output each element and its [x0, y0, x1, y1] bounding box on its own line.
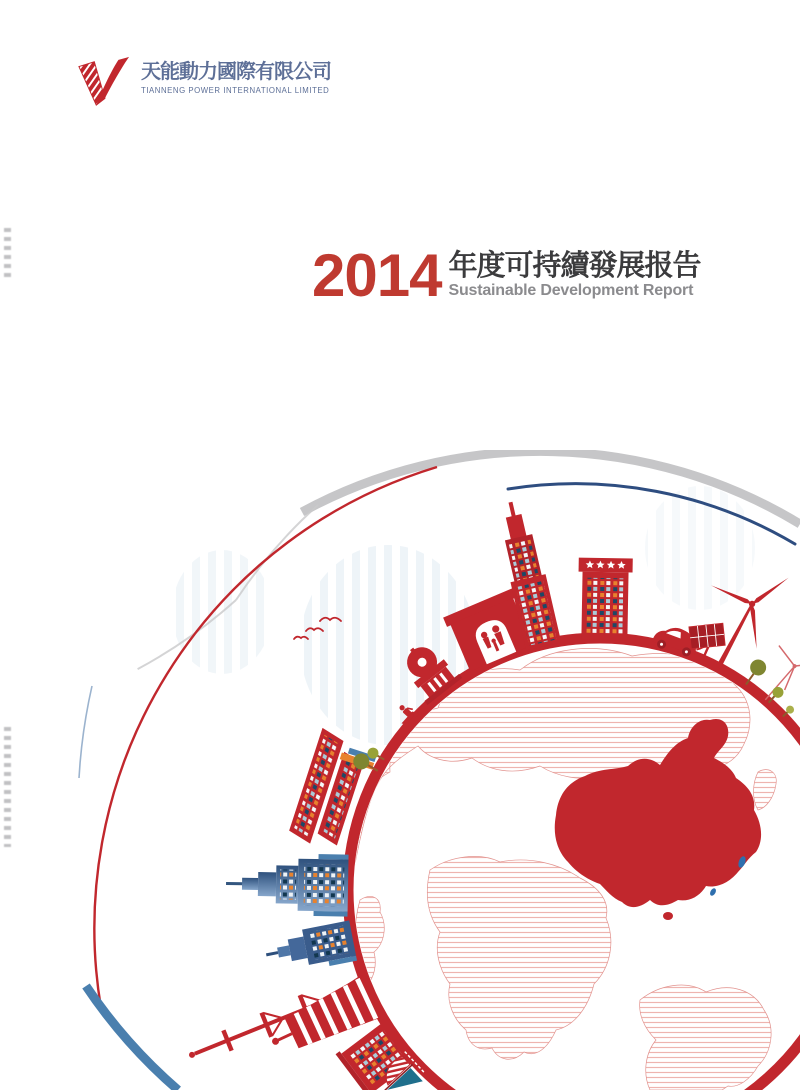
company-name-en: TIANNENG POWER INTERNATIONAL LIMITED	[141, 86, 330, 95]
blue-skyscraper-1	[226, 852, 349, 916]
company-logo	[74, 55, 331, 109]
spine-print-mark-top	[4, 228, 11, 280]
report-title-lines	[448, 250, 700, 300]
four-star-hotel	[577, 558, 632, 641]
tianneng-logo-icon	[74, 55, 132, 109]
report-title-en: Sustainable Development Report	[448, 282, 694, 300]
globe-city-illustration	[0, 450, 800, 1090]
company-name-block	[141, 61, 331, 95]
report-title-zh: 年度可持續發展报告	[448, 250, 701, 282]
report-title	[312, 242, 701, 309]
company-name-zh: 天能動力國際有限公司	[141, 61, 331, 83]
report-year: 2014	[312, 242, 442, 309]
blue-skyscraper-2	[263, 920, 357, 977]
